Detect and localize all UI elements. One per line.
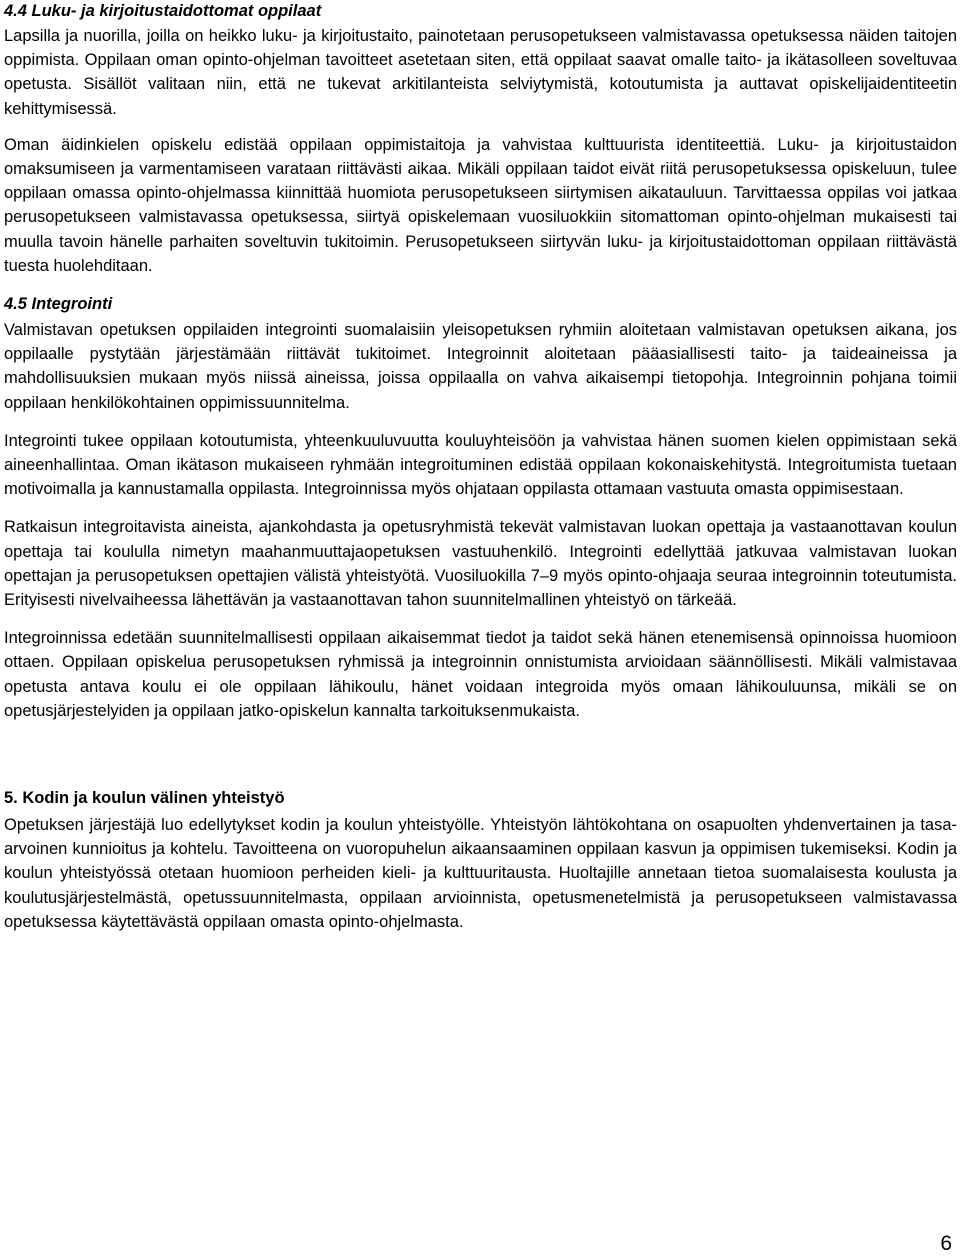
paragraph: Valmistavan opetuksen oppilaiden integrointi suomalaisiin yleisopetuksen ryhmiin aloitetaan valmistavan opetuksen aikana, jos oppilaalle pystytään järjestämään riittävät tukitoimet. Integroinnit aloitetaan pääasiallisesti taito- ja taideaineissa ja mahdollisuuksien mukaan myös niissä aineissa, joissa oppilaalla on vahva aikaisempi tietopohja. Integroinnin pohjana toimii oppilaan henkilökohtainen oppimissuunnitelma. xyxy=(4,321,957,412)
paragraph: Lapsilla ja nuorilla, joilla on heikko luku- ja kirjoitustaito, painotetaan perusopetukseen valmistavassa opetuksessa näiden taitojen oppimista. Oppilaan oman opinto-ohjelman tavoitteet asetetaan siten, että oppilaat saavat omalle taito- ja ikätasolleen soveltuvaa opetusta. Sisällöt valitaan niin, että ne tukevat arkitilanteista selviytymistä, kotoutumista ja auttavat opiskelijaidentiteetin kehittymisessä. xyxy=(4,27,957,118)
paragraph: Opetuksen järjestäjä luo edellytykset kodin ja koulun yhteistyölle. Yhteistyön lähtökohtana on osapuolten yhdenvertainen ja tasa-arvoinen kunnioitus ja kohtelu. Tavoitteena on vuoropuhelun aikaansaaminen oppilaan kasvun ja oppimisen tukemiseksi. Kodin ja koulun yhteistyössä otetaan huomioon perheiden kieli- ja kulttuuritausta. Huoltajille annetaan tietoa suomalaisesta koulusta ja koulutusjärjestelmästä, opetussuunnitelmasta, oppilaan arvioinnista, opetusmenetelmistä ja perusopetukseen valmistavassa opetuksessa käytettävästä oppilaan omasta opinto-ohjelmasta. xyxy=(4,816,957,931)
paragraph: Integrointi tukee oppilaan kotoutumista, yhteenkuuluvuutta kouluyhteisöön ja vahvistaa hänen suomen kielen oppimistaan sekä aineenhallintaa. Oman ikätason mukaiseen ryhmään integroituminen edistää oppilaan kokonaiskehitystä. Integroitumista tuetaan motivoimalla ja kannustamalla oppilasta. Integroinnissa myös ohjataan oppilasta ottamaan vastuuta omasta oppimisestaan. xyxy=(4,431,957,499)
section-heading-4-5: 4.5 Integrointi xyxy=(4,295,113,314)
paragraph: Ratkaisun integroitavista aineista, ajankohdasta ja opetusryhmistä tekevät valmistavan luokan opettaja ja vastaanottavan koulun opettaja tai koululla nimetyn maahanmuuttajaopetuksen vastuuhenkilö. Integrointi edellyttää jatkuvaa valmistavan luokan opettajan ja perusopetuksen opettajien välistä yhteistyötä. Vuosiluokilla 7–9 myös opinto-ohjaaja seuraa integroinnin toteutumista. Erityisesti nivelvaiheessa lähettävän ja vastaanottavan tahon suunnitelmallinen yhteistyö on tärkeää. xyxy=(4,518,957,610)
section-heading-4-4: 4.4 Luku- ja kirjoitustaidottomat oppilaat xyxy=(4,2,322,20)
paragraph: Integroinnissa edetään suunnitelmallisesti oppilaan aikaisemmat tiedot ja taidot sekä hänen etenemisensä opinnoissa huomioon ottaen. Oppilaan opiskelua perusopetuksen ryhmissä ja integroinnin onnistumista arvioidaan säännöllisesti. Mikäli valmistavaa opetusta antava koulu ei ole oppilaan lähikoulu, hänet voidaan integroida myös omaan lähikouluunsa, mikäli se on opetusjärjestelyiden ja oppilaan jatko-opiskelun kannalta tarkoituksenmukaista. xyxy=(4,629,957,720)
section-heading-5: 5. Kodin ja koulun välinen yhteistyö xyxy=(4,789,285,808)
paragraph: Oman äidinkielen opiskelu edistää oppilaan oppimistaitoja ja vahvistaa kulttuurista identiteettiä. Luku- ja kirjoitustaidon omaksumiseen ja varmentamiseen varataan riittävästi aikaa. Mikäli oppilaan taidot eivät riitä perusopetuksessa opiskeluun, tulee oppilaan omassa opinto-ohjelmassa kiinnittää huomiota perusopetukseen siirtymisen aikatauluun. Tarvittaessa oppilas voi jatkaa perusopetukseen valmistavassa opetuksessa, siirtyä opiskelemaan vuosiluokkiin sitomattoman opinto-ohjelman mukaisesti tai muulla tavoin hänelle parhaiten soveltuvin tukitoimin. Perusopetukseen siirtyvän luku- ja kirjoitustaidottoman oppilaan riittävästä tuesta huolehditaan. xyxy=(4,135,957,275)
page-number: 6 xyxy=(940,1232,952,1255)
page-content xyxy=(4,0,957,934)
